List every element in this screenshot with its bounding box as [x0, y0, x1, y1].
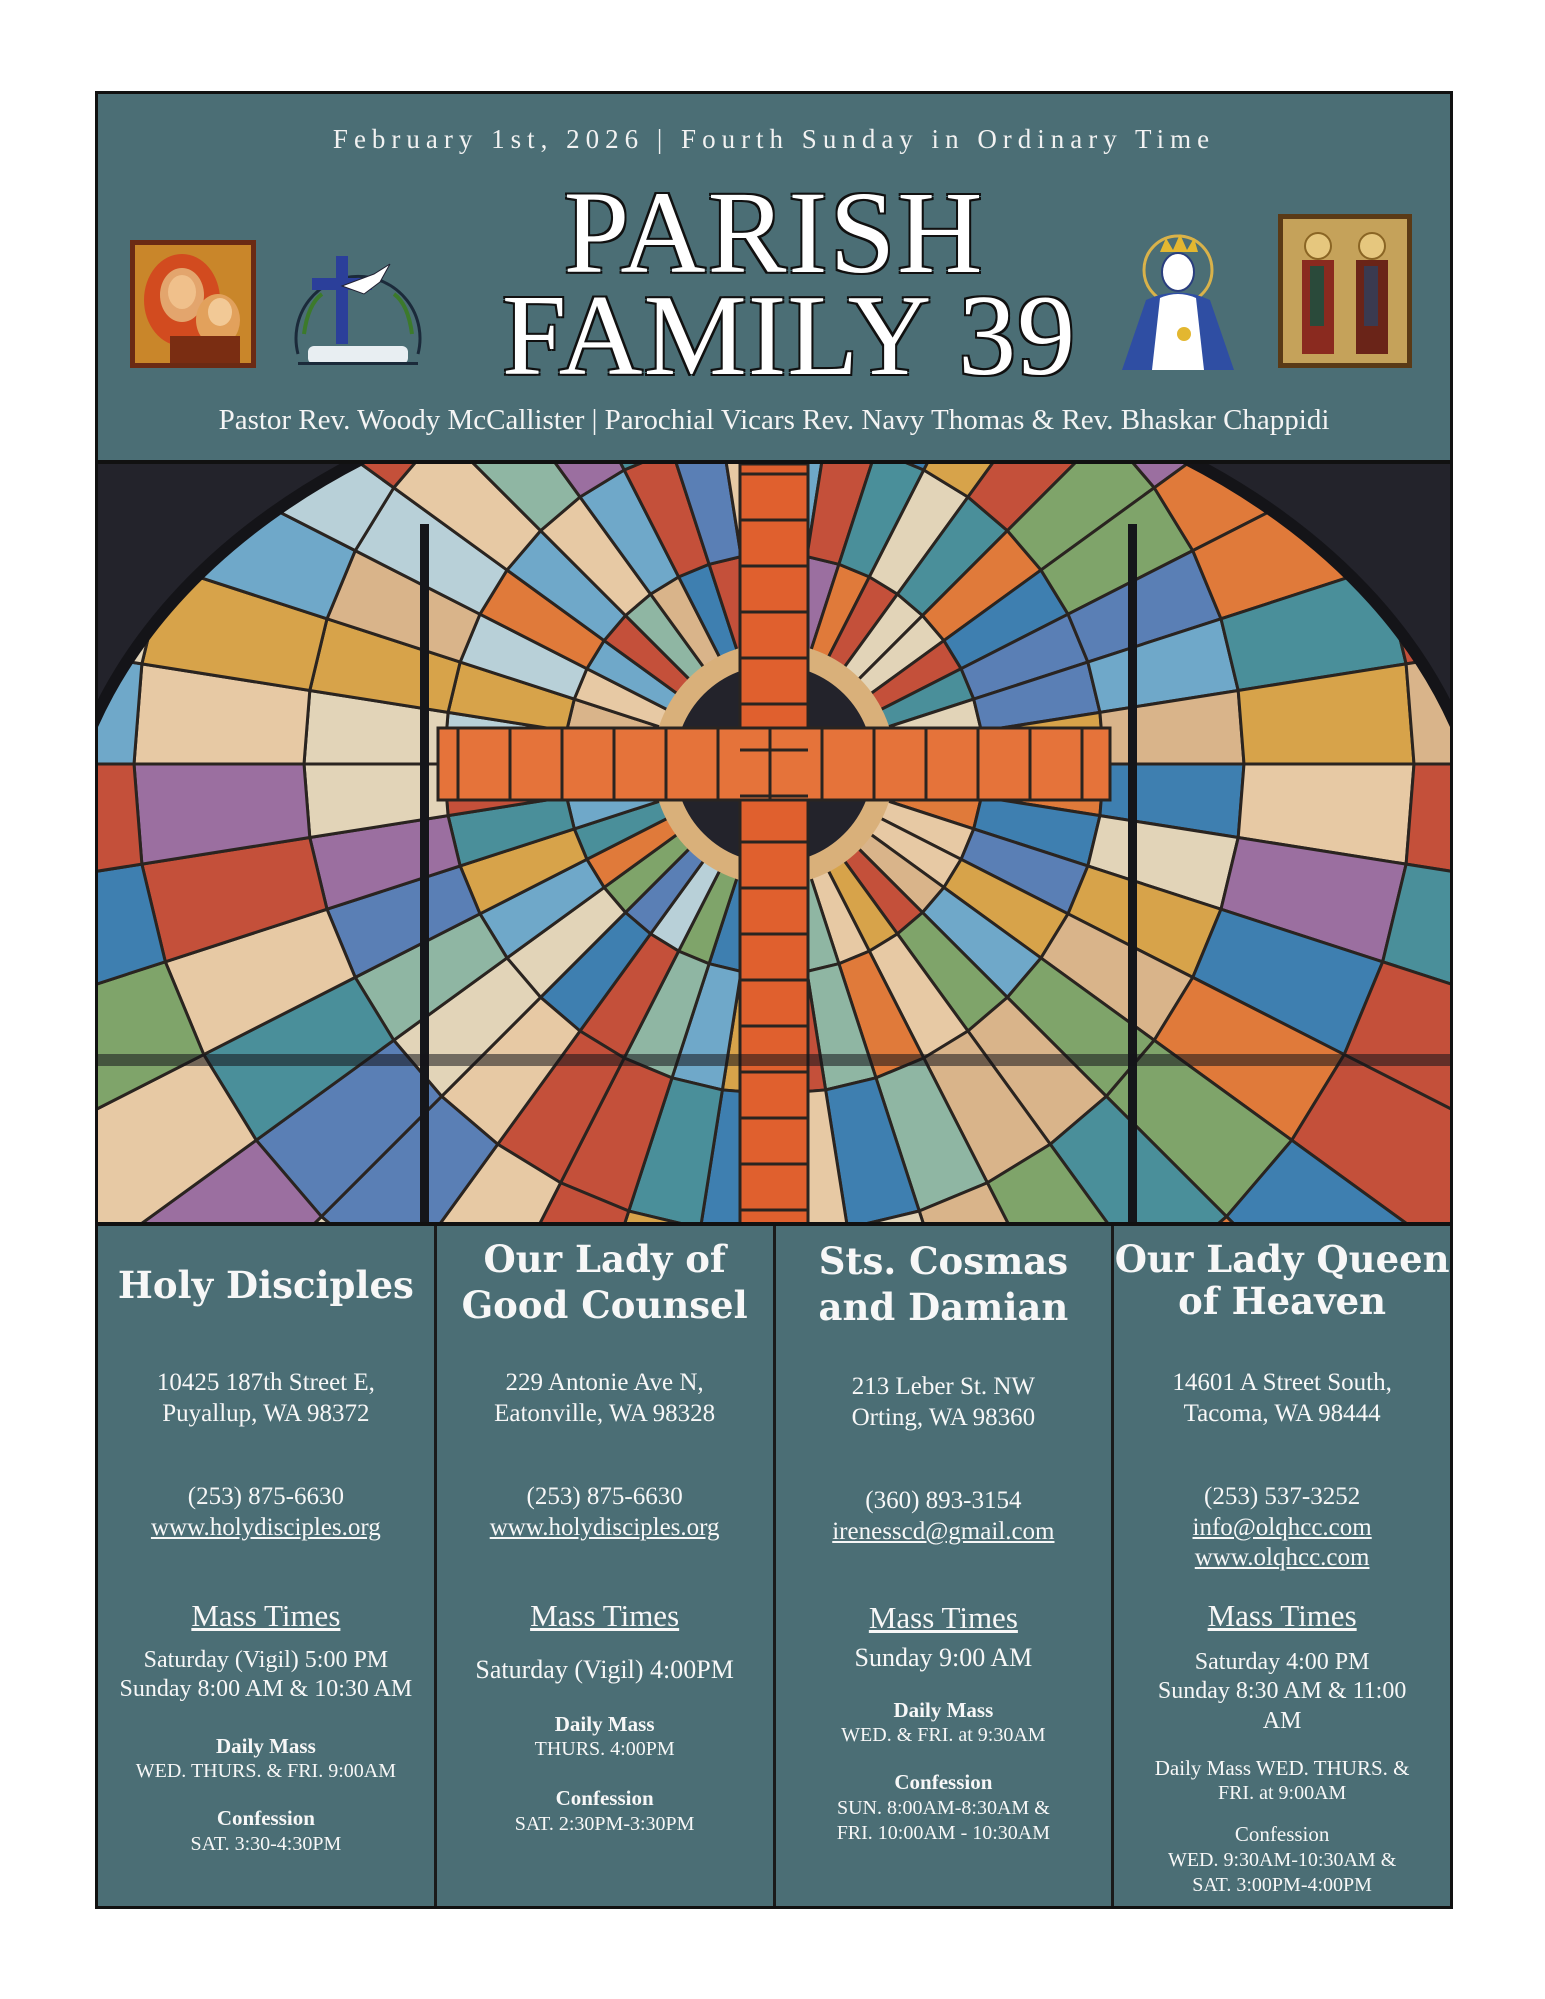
- mass-times: Saturday 4:00 PM Sunday 8:30 AM & 11:00 AM: [1157, 1649, 1407, 1734]
- parish-our-lady-queen-heaven: [1114, 1226, 1450, 1906]
- parish-name: Our Lady of Good Counsel: [461, 1237, 748, 1328]
- daily-mass-heading: Daily Mass: [554, 1712, 655, 1736]
- bulletin-header: [98, 94, 1450, 464]
- stained-glass-window: [98, 464, 1450, 1222]
- phone-number: (253) 875-6630: [187, 1483, 344, 1510]
- parish-contact: [1114, 1482, 1450, 1574]
- mass-times-heading: Mass Times: [868, 1600, 1018, 1635]
- dateline: February 1st, 2026 | Fourth Sunday in Ordinary Time: [332, 124, 1216, 154]
- daily-mass-heading: Daily Mass: [893, 1698, 994, 1722]
- confession-times: SAT. 3:30-4:30PM: [190, 1833, 342, 1855]
- parish-address: 213 Leber St. NW Orting, WA 98360: [851, 1373, 1036, 1431]
- daily-mass-times: WED. & FRI. at 9:30AM: [841, 1724, 1046, 1746]
- parish-contact: [437, 1482, 773, 1543]
- queen-icon: [1116, 230, 1246, 380]
- phone-number: (360) 893-3154: [865, 1487, 1022, 1514]
- phone-number: (253) 875-6630: [526, 1483, 683, 1510]
- title-line-1: PARISH: [563, 167, 985, 298]
- mass-times-heading: Mass Times: [530, 1598, 680, 1633]
- daily-mass-heading: Daily Mass: [216, 1734, 316, 1758]
- parish-columns: [98, 1226, 1450, 1906]
- parish-our-lady-good-counsel: [437, 1226, 776, 1906]
- confession-heading: Confession: [894, 1770, 993, 1794]
- email-link[interactable]: info@olqhcc.com: [1192, 1513, 1372, 1541]
- phone-number: (253) 537-3252: [1204, 1483, 1361, 1510]
- parish-sts-cosmas-damian: [776, 1226, 1115, 1906]
- daily-mass-times: FRI. at 9:00AM: [1217, 1782, 1347, 1804]
- parish-holy-disciples: [98, 1226, 437, 1906]
- confession-heading: Confession: [555, 1786, 654, 1810]
- parish-name: Our Lady Queen of Heaven: [1114, 1237, 1450, 1324]
- mass-times-heading: Mass Times: [1207, 1598, 1357, 1633]
- website-link[interactable]: www.holydisciples.org: [150, 1513, 381, 1541]
- confession-heading: Confession: [216, 1806, 315, 1830]
- daily-mass-times: WED. THURS. & FRI. 9:00AM: [135, 1760, 396, 1782]
- bulletin-frame: [95, 91, 1453, 1909]
- mass-times-heading: Mass Times: [191, 1598, 341, 1633]
- parish-contact: [776, 1486, 1112, 1547]
- parish-address: 14601 A Street South, Tacoma, WA 98444: [1172, 1369, 1392, 1427]
- confession-times: WED. 9:30AM-10:30AM & SAT. 3:00PM-4:00PM: [1167, 1849, 1397, 1896]
- parish-name: Sts. Cosmas and Damian: [818, 1239, 1069, 1330]
- saints-icon: [1278, 214, 1412, 368]
- stained-glass-image: [98, 464, 1450, 1226]
- website-link[interactable]: www.olqhcc.com: [1194, 1544, 1370, 1571]
- confession-heading: Confession: [1234, 1822, 1330, 1846]
- confession-times: SUN. 8:00AM-8:30AM & FRI. 10:00AM - 10:30AM: [836, 1797, 1051, 1844]
- parish-address: 10425 187th Street E, Puyallup, WA 98372: [156, 1369, 375, 1427]
- title-line-2: FAMILY 39: [501, 272, 1077, 400]
- mass-times: Sunday 9:00 AM: [854, 1643, 1033, 1672]
- mass-times: Saturday (Vigil) 4:00PM: [475, 1655, 734, 1684]
- parish-contact: [98, 1482, 434, 1543]
- parish-address: 229 Antonie Ave N, Eatonville, WA 98328: [494, 1369, 716, 1427]
- email-link[interactable]: irenesscd@gmail.com: [832, 1517, 1055, 1545]
- parish-name: Holy Disciples: [117, 1263, 414, 1307]
- daily-mass-heading: Daily Mass WED. THURS. &: [1154, 1756, 1410, 1780]
- daily-mass-times: THURS. 4:00PM: [534, 1738, 675, 1760]
- confession-times: SAT. 2:30PM-3:30PM: [514, 1813, 695, 1835]
- mass-times: Saturday (Vigil) 5:00 PM Sunday 8:00 AM & 10:30 AM: [119, 1647, 413, 1703]
- clergy-line: Pastor Rev. Woody McCallister | Parochial Vicars Rev. Navy Thomas & Rev. Bhaskar Chappidi: [218, 404, 1330, 436]
- website-link[interactable]: www.holydisciples.org: [489, 1513, 720, 1541]
